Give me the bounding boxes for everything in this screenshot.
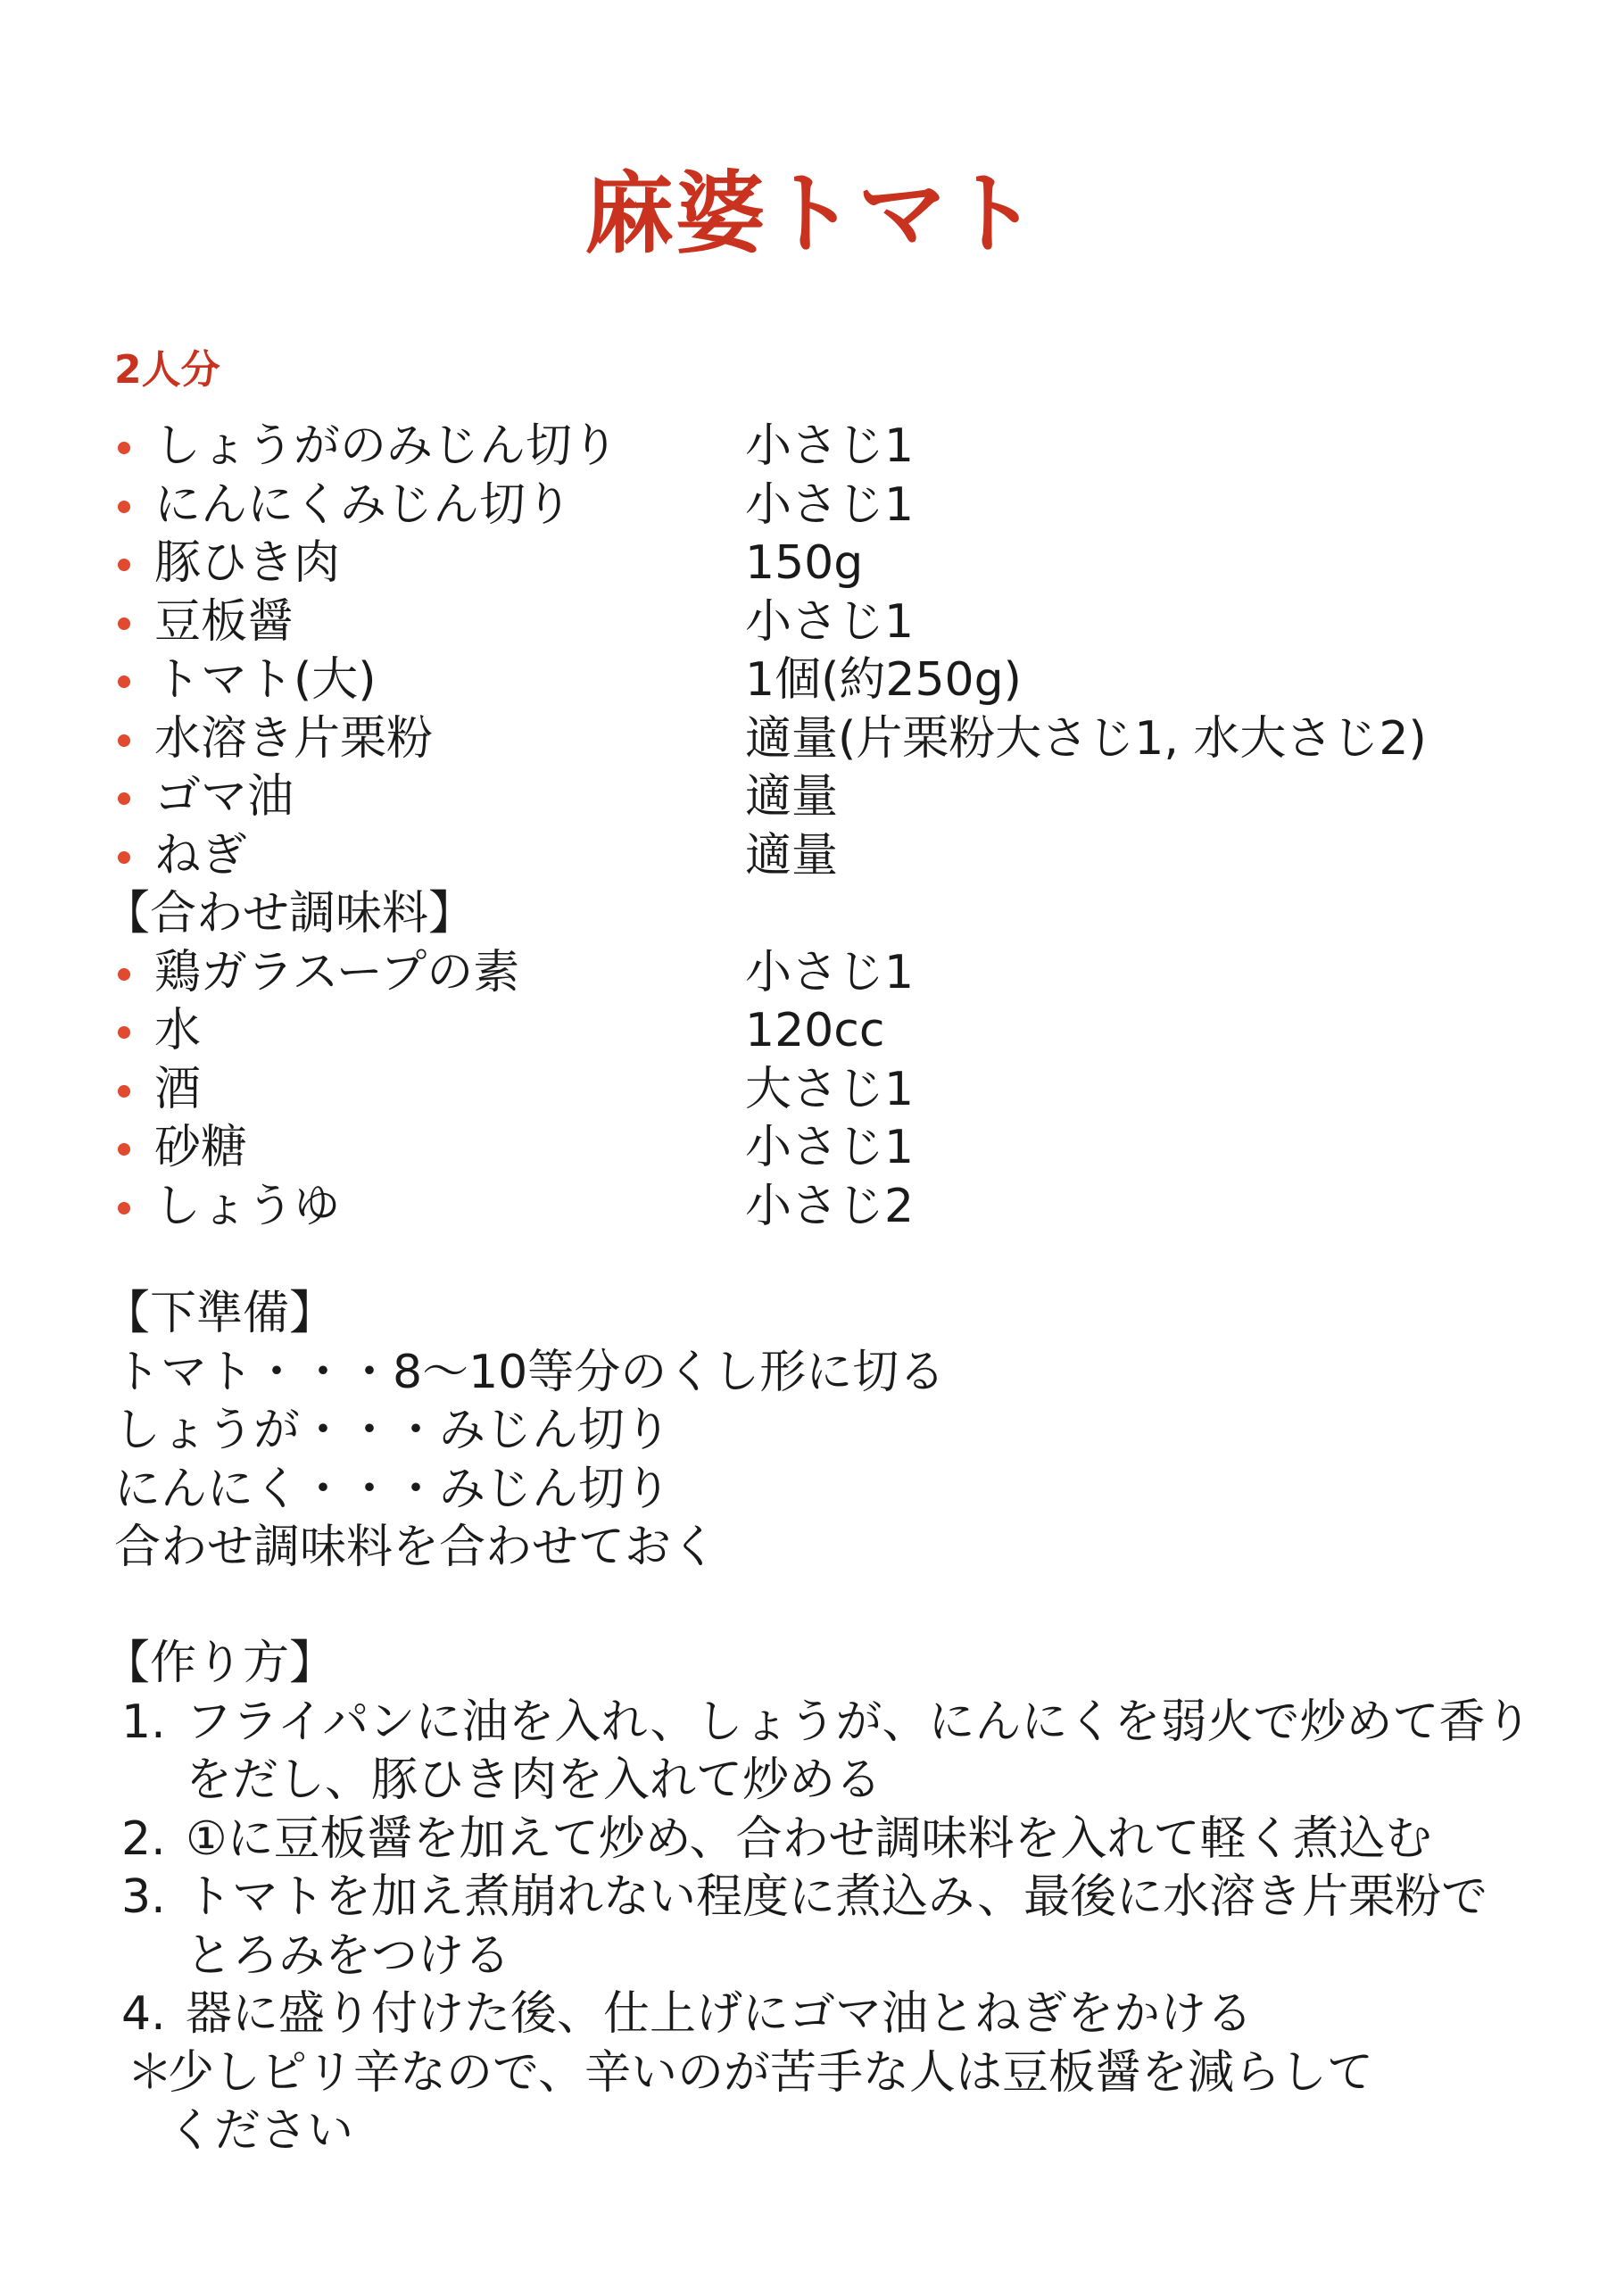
seasoning-amount: 小さじ1 xyxy=(745,945,915,999)
seasoning-amount: 120cc xyxy=(745,1004,885,1057)
seasoning-row xyxy=(114,1061,1542,1120)
method-note xyxy=(114,2044,1560,2161)
seasoning-amount: 小さじ2 xyxy=(745,1179,915,1233)
prep-section xyxy=(104,1285,1560,1578)
method-step xyxy=(114,1811,1560,1869)
bullet-dot-icon xyxy=(118,1026,130,1039)
ingredient-amount: 適量(片栗粉大さじ1, 水大さじ2) xyxy=(745,711,1427,766)
seasoning-row xyxy=(114,944,1542,1003)
ingredient-amount: 適量 xyxy=(745,770,839,824)
seasoning-amount: 小さじ1 xyxy=(745,1121,915,1174)
seasoning-row xyxy=(114,1178,1542,1237)
ingredient-amount: 小さじ1 xyxy=(745,594,915,649)
seasoning-row xyxy=(114,1119,1542,1178)
ingredient-row xyxy=(114,535,1542,593)
seasoning-amount: 大さじ1 xyxy=(745,1062,915,1116)
ingredient-amount: 小さじ1 xyxy=(745,419,915,473)
step-text: 器に盛り付けた後、仕上げにゴマ油とねぎをかける xyxy=(186,1987,1254,2041)
method-section xyxy=(104,1635,1560,2161)
servings-label: 2人分 xyxy=(114,347,220,393)
ingredient-name: しょうがのみじん切り xyxy=(154,419,619,473)
ingredient-row xyxy=(114,827,1542,886)
step-text: ①に豆板醤を加えて炒め、合わせ調味料を入れて軽く煮込む xyxy=(186,1811,1432,1866)
seasoning-name: 砂糖 xyxy=(154,1121,248,1174)
seasoning-name: 鶏ガラスープの素 xyxy=(154,945,520,999)
seasoning-name: しょうゆ xyxy=(154,1179,341,1233)
seasoning-name: 酒 xyxy=(154,1062,202,1116)
step-text: とろみをつける xyxy=(186,1928,511,1983)
seasoning-name: 水 xyxy=(154,1004,202,1057)
seasoning-header-row xyxy=(104,885,1542,944)
bullet-dot-icon xyxy=(118,1143,130,1156)
step-text: フライパンに油を入れ、しょうが、にんにくを弱火で炒めて香り xyxy=(186,1695,1532,1749)
step-text: をだし、豚ひき肉を入れて炒める xyxy=(186,1753,882,1807)
prep-line: トマト・・・8〜10等分のくし形に切る xyxy=(114,1345,946,1399)
ingredient-row xyxy=(114,768,1542,827)
ingredient-name: 水溶き片栗粉 xyxy=(154,711,434,766)
method-step xyxy=(114,1694,1560,1811)
step-number: 4. xyxy=(121,1987,166,2041)
prep-line: 合わせ調味料を合わせておく xyxy=(114,1521,718,1574)
method-step xyxy=(114,1869,1560,1985)
bullet-dot-icon xyxy=(118,1202,130,1214)
method-step xyxy=(114,1985,1560,2044)
bullet-dot-icon xyxy=(118,792,130,805)
ingredient-row xyxy=(114,651,1542,710)
method-header: 【作り方】 xyxy=(104,1637,336,1690)
ingredient-row xyxy=(114,477,1542,535)
recipe-title: 麻婆トマト xyxy=(584,162,1040,266)
note-text: ください xyxy=(168,2104,354,2158)
bullet-dot-icon xyxy=(118,559,130,571)
note-asterisk: ＊ xyxy=(127,2045,174,2100)
seasoning-row xyxy=(114,1002,1542,1061)
step-number: 1. xyxy=(121,1695,166,1749)
prep-line: しょうが・・・みじん切り xyxy=(114,1404,672,1457)
ingredient-name: 豚ひき肉 xyxy=(154,536,341,590)
ingredient-amount: 小さじ1 xyxy=(745,477,915,532)
prep-header: 【下準備】 xyxy=(104,1287,336,1340)
ingredient-amount: 適量 xyxy=(745,828,839,883)
ingredient-amount: 1個(約250g) xyxy=(745,653,1022,707)
ingredient-name: トマト(大) xyxy=(154,653,377,707)
bullet-dot-icon xyxy=(118,1085,130,1098)
ingredient-name: ゴマ油 xyxy=(154,770,294,824)
bullet-dot-icon xyxy=(118,676,130,688)
bullet-dot-icon xyxy=(118,618,130,630)
step-number: 2. xyxy=(121,1811,166,1866)
seasoning-header: 【合わせ調味料】 xyxy=(104,887,476,941)
bullet-dot-icon xyxy=(118,851,130,864)
ingredient-row xyxy=(114,710,1542,769)
bullet-dot-icon xyxy=(118,442,130,454)
note-text: 少しピリ辛なので、辛いのが苦手な人は豆板醤を減らして xyxy=(168,2045,1373,2100)
bullet-dot-icon xyxy=(118,968,130,981)
ingredient-name: にんにくみじん切り xyxy=(154,477,573,532)
ingredient-name: 豆板醤 xyxy=(154,594,294,649)
ingredient-list xyxy=(104,418,1542,1236)
step-text: トマトを加え煮崩れない程度に煮込み、最後に水溶き片栗粉で xyxy=(186,1870,1488,1924)
bullet-dot-icon xyxy=(118,501,130,513)
ingredient-row xyxy=(114,593,1542,652)
ingredient-name: ねぎ xyxy=(154,828,248,883)
bullet-dot-icon xyxy=(118,734,130,747)
ingredient-row xyxy=(114,418,1542,477)
ingredient-amount: 150g xyxy=(745,536,864,590)
step-number: 3. xyxy=(121,1870,166,1924)
prep-line: にんにく・・・みじん切り xyxy=(114,1462,672,1516)
